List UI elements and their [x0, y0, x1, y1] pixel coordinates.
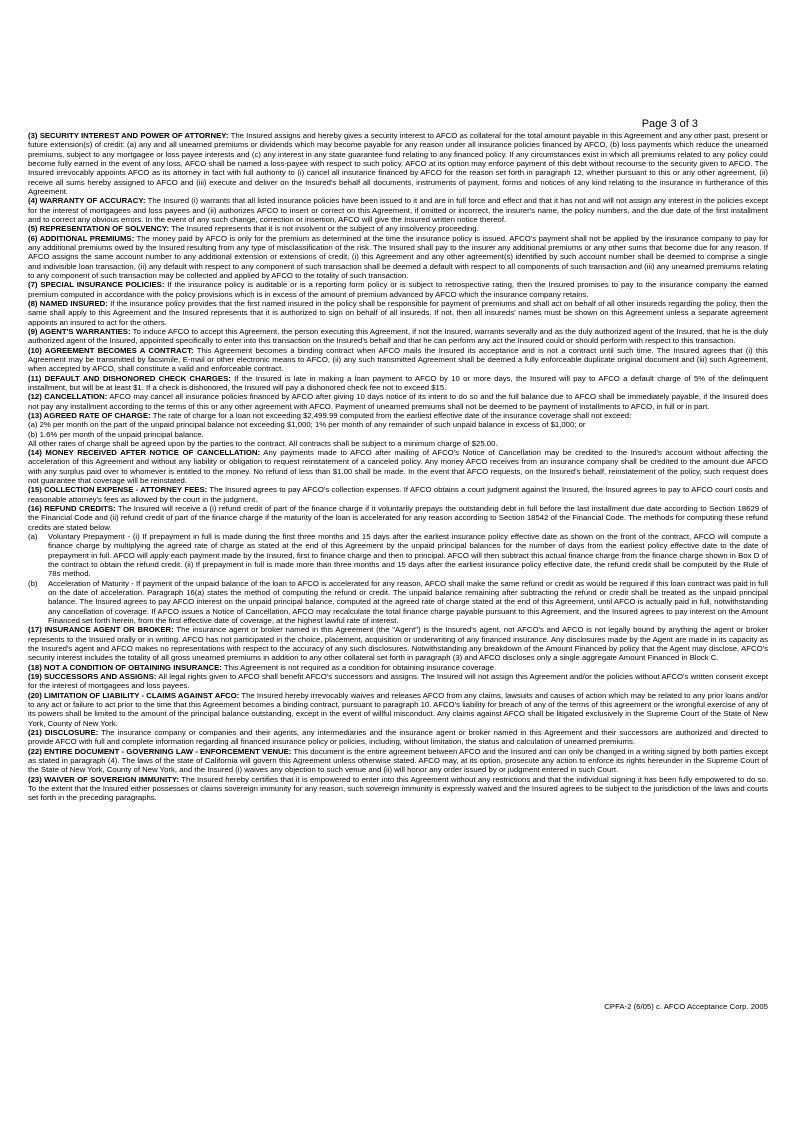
clause-paragraph [28, 485, 768, 504]
rate-item: (a) 2% per month on the part of the unpaid principal balance not exceeding $1,000; 1% per month of any remainder of such unpaid balance in excess of $1,000; or [28, 420, 586, 430]
refund-item-text: Acceleration of Maturity - If payment of the unpaid balance of the loan to AFCO is accelerated for any reason, AFCO shall make the same refund or credit as would be required if this loan contract was paid in full on the date of acceleration. Paragraph 16(a) states the method of computing the refund or credit. The unpaid balance remaining after subtracting the refund or credit shall be treated as the unpaid principal balance. The Insured agrees to pay AFCO interest on the unpaid principal balance, computed at the agreed rate of charge stated at the end of this Agreement, until AFCO is actually paid in full, notwithstanding any cancellation of coverage. If AFCO issues a Notice of Cancellation, AFCO may recalculate the total finance charge payable pursuant to this Agreement, and the Insured agrees to pay interest on the Amount Financed set forth herein, from the first effective date of coverage, at the highest lawful rate of interest. [48, 578, 768, 626]
clause-paragraph [28, 392, 768, 411]
clause-text: The Insured represents that it is not insolvent or the subject of any insolvency proceeding. [169, 224, 479, 234]
clause-title: (20) LIMITATION OF LIABILITY - CLAIMS AGAINST AFCO: [28, 690, 240, 700]
form-footer: CPFA-2 (6/05) c. AFCO Acceptance Corp. 2005 [604, 1002, 768, 1011]
terms-section-2 [28, 448, 768, 532]
clause-title: (18) NOT A CONDITION OF OBTAINING INSURANCE: [28, 662, 222, 672]
terms-section-3 [28, 625, 768, 802]
clause-paragraph [28, 672, 768, 691]
clause-text: To induce AFCO to accept this Agreement, the person executing this Agreement, if not the Insured, warrants severally and as the duly authorized agent of the Insured, that he is the duly authorized agent of the Insured, appointed specifically to enter into this transaction on the Insured's behalf and that he can perform any act the Insured could or should perform with respect to this transaction. [28, 326, 768, 346]
terms-document [28, 118, 768, 803]
clause-title: (13) AGREED RATE OF CHARGE: [28, 410, 151, 420]
clause-title: (8) NAMED INSURED: [28, 298, 108, 308]
clause-title: (9) AGENT'S WARRANTIES: [28, 326, 131, 336]
clause-text: The Insured hereby certifies that it is empowered to enter into this Agreement without any restrictions and that the individual signing it has been fully empowered to do so. To the extent that the Insured either possesses or claims sovereign immunity for any reason, such sovereign immunity is expressly waived and the Insured agrees to be subject to the jurisdiction of the laws and courts set forth in the preceding paragraphs. [28, 774, 768, 803]
clause-title: (4) WARRANTY OF ACCURACY: [28, 196, 146, 206]
clause-text: The rate of charge for a loan not exceeding $2,499.99 computed from the earliest effective date of the insurance coverage shall not exceed: [150, 410, 632, 420]
clause-title: (12) CANCELLATION: [28, 392, 108, 402]
clause-title: (10) AGREEMENT BECOMES A CONTRACT: [28, 345, 194, 355]
clause-title: (6) ADDITIONAL PREMIUMS: [28, 233, 135, 243]
clause-paragraph [28, 625, 768, 662]
clause-title: (21) DISCLOSURE: [28, 728, 99, 737]
clause-paragraph [28, 728, 768, 747]
clause-text: If the Insured is late in making a loan payment to AFCO by 10 or more days, the Insured will pay to AFCO a default charge of 5% of the delinquent installment, but will be at least $1. If a check is dishonored, the Insured will pay a dishonored check fee not to exceed $15. [28, 373, 768, 392]
clause-text: The money paid by AFCO is only for the premium as determined at the time the insurance policy is issued. AFCO's payment shall not be applied by the insurance company to pay for any additional premiums owed by the Insured resulting from any type of misclassification of the risk. The Insured shall pay to the insurer any additional premiums or any other sums that become due for any reason. If AFCO assigns the same account number to any additional extension or extensions of credit, (i) this Agreement and any other agreement(s) identified by such account number shall be deemed to comprise a single and indivisible loan transaction, (ii) any default with respect to any component of such transaction shall be deemed a default with respect to all components of such transaction and (iii) any unearned premiums relating to any component of such transaction may be collected and applied by AFCO to the totality of such transaction. [28, 233, 769, 280]
clause-paragraph [28, 299, 768, 327]
clause-paragraph [28, 747, 768, 775]
clause-paragraph [28, 224, 768, 233]
clause-title: (16) REFUND CREDITS: [28, 504, 116, 514]
rate-item: (b) 1.6% per month of the unpaid principal balance. [28, 429, 204, 439]
refund-item-label: (a) [28, 532, 38, 542]
clause-title: (3) SECURITY INTEREST AND POWER OF ATTORNEY: [28, 131, 229, 140]
clause-text: The Insured will receive a (i) refund credit of part of the finance charge if it voluntarily prepays the outstanding debt in full before the last installment due date according to Section 18629 of the Financial Code and (ii) refund credit of part of the finance charge if the maturity of the loan is accelerated for any reason according to Section 18542 of the Financial Code. The methods for computing these refund credits are stated below. [28, 504, 768, 532]
clause-text: If the insurance policy is auditable or is a reporting form policy or is subject to retrospective rating, then the Insured promises to pay to the insurance company the earned premium computed in accordance with the policy provisions which is in excess of the amount of premium advanced by AFCO which the insurance company retains. [28, 280, 768, 299]
clause-paragraph [28, 411, 768, 420]
clause-paragraph [28, 346, 768, 374]
refund-items [28, 532, 768, 625]
clause-title: (19) SUCCESSORS AND ASSIGNS: [28, 672, 157, 682]
page-number: Page 3 of 3 [641, 118, 698, 130]
clause-title: (11) DEFAULT AND DISHONORED CHECK CHARGES: [28, 373, 231, 383]
clause-text: This Agreement becomes a binding contract when AFCO mails the Insured its acceptance and is not a contract until such time. The Insured agrees that (i) this Agreement may be transmitted by facsimile, E-mail or other electronic means to AFCO, (ii) any such transmitted Agreement shall be deemed a fully enforceable duplicate original document and (iii) such Agreement, when accepted by AFCO, shall constitute a valid and enforceable contract. [28, 345, 768, 374]
clause-paragraph [28, 280, 768, 299]
clause-text: This document is the entire agreement between AFCO and the Insured and can only be changed in a writing signed by both parties except as stated in paragraph (4). The laws of the state of California will govern this Agreement unless otherwise stated. AFCO may, at its option, prosecute any action to enforce its rights hereunder in the Supreme Court of the State of New York, County of New York, and the Insured (i) waives any objection to such venue and (ii) will honor any order issued by or judgment entered in such Court. [28, 746, 768, 775]
clause-title: (23) WAIVER OF SOVEREIGN IMMUNITY: [28, 774, 180, 784]
clause-title: (5) REPRESENTATION OF SOLVENCY: [28, 224, 170, 234]
clause-text: The insurance company or companies and their agents, any intermediaries and the insurance agent or broker named in this Agreement and their successors are authorized and directed to provide AFCO with full and complete information regarding all financed insurance policy or policies, including, without limitation, the status and calculation of unearned premiums. [28, 728, 768, 747]
clause-title: (22) ENTIRE DOCUMENT - GOVERNING LAW - ENFORCEMENT VENUE: [28, 746, 292, 756]
clause-paragraph [28, 448, 768, 485]
rate-items [28, 420, 768, 439]
clause-text: The Insured agrees to pay AFCO's collection expenses. If AFCO obtains a court judgment against the Insured, the Insured agrees to pay to AFCO court costs and reasonable attorney's fees as allowed by the court in the judgment. [28, 485, 768, 504]
clause-text: If the insurance policy provides that the first named insured in the policy shall be responsible for payment of premiums and shall act on behalf of all other insureds regarding the policy, then the same shall apply to this Agreement and the Insured represents that it is authorized to sign on behalf of all insureds. If not, then all insureds' names must be shown on this Agreement unless a separate agreement appoints an insured to act for the others. [28, 298, 768, 327]
clause-paragraph [28, 504, 768, 532]
clause-title: (15) COLLECTION EXPENSE - ATTORNEY FEES: [28, 485, 208, 495]
clause-paragraph [28, 234, 768, 281]
clause-title: (17) INSURANCE AGENT OR BROKER: [28, 625, 174, 635]
clause-paragraph [28, 374, 768, 393]
clause-text: Any payments made to AFCO after mailing of AFCO's Notice of Cancellation may be credited to the Insured's account without affecting the acceleration of this Agreement and without any liability or obligation to request reinstatement of a canceled policy. Any money AFCO receives from an insurance company shall be credited to the amount due AFCO with any surplus paid over to whomever is entitled to the money. No refund of less than $1.00 shall be made. In the event that AFCO requests, on the Insured's behalf, reinstatement of the policy, such request does not guarantee that coverage will be reinstated. [28, 448, 769, 486]
clause-title: (14) MONEY RECEIVED AFTER NOTICE OF CANCELLATION: [28, 448, 261, 458]
refund-item [28, 579, 768, 626]
clause-text: This Agreement is not required as a condition for obtaining insurance coverage. [221, 662, 497, 672]
refund-item-text: Voluntary Prepayment - (i) If prepayment in full is made during the first three months and 15 days after the earliest insurance policy effective date as shown on the front of the contract, AFCO will compute a finance charge by multiplying the agreed rate of charge as stated at the end of this Agreement by the unpaid principal balances for the number of days from the earliest policy effective date to the date of prepayment in full. AFCO will apply each payment made by the Insured, first to finance charge and then to principal. AFCO will then subtract this actual finance charge from the finance charge shown in Box D of the contract to obtain the refund credit. (ii) If prepayment in full is made more than three months and 15 days after the earliest insurance policy effective date, the refund credit shall be computed by the Rule of 78s method. [48, 532, 768, 579]
clause-text: All legal rights given to AFCO shall benefit AFCO's successors and assigns. The Insured will not assign this Agreement and/or the policies without AFCO's written consent except for the interest of mortgagees and loss payees. [28, 672, 768, 691]
refund-item [28, 532, 768, 579]
clause-paragraph [28, 327, 768, 346]
rate-note: All other rates of charge shall be agreed upon by the parties to the contract. All contracts shall be subject to a minimum charge of $25.00. [28, 438, 498, 448]
clause-text: The Insured (i) warrants that all listed insurance policies have been issued to it and are in full force and effect and that it has not and will not assign any interest in the policies except for the interest of mortgagees and loss payees and (ii) authorizes AFCO to insert or correct on this Agreement, if omitted or incorrect, the insurer's name, the policy numbers, and the due date of the first installment and to correct any obvious errors. In the event of any such change, correction or insertion, AFCO will give the Insured written notice thereof. [28, 196, 768, 224]
clause-text: AFCO may cancel all insurance policies financed by AFCO after giving 10 days notice of its intent to do so and the full balance due to AFCO shall be immediately payable, if the Insured does not pay any installment according to the terms of this or any other agreement with AFCO. Payment of unearned premiums shall not be deemed to be payment of installments to AFCO, in full or in part. [28, 392, 768, 411]
clause-text: The insurance agent or broker named in this Agreement (the "Agent") is the Insured's agent, not AFCO's and AFCO is not legally bound by anything the agent or broker represents to the Insured orally or in writing. AFCO has not participated in the choice, placement, acquisition or underwriting of any financed insurance. Any disclosures made by the Agent are made in its capacity as the Insured's agent and AFCO makes no representations with respect to the accuracy of any such disclosures. Notwithstanding any breakdown of the Amount Financed by policy that the Agent may disclose, AFCO's security interest includes the totality of all gross unearned premiums in addition to any other collateral set forth in paragraph (3) and AFCO discloses only a single aggregate Amount Financed in Block C. [28, 625, 768, 663]
terms-section-1 [28, 131, 768, 420]
clause-text: The Insured assigns and hereby gives a security interest to AFCO as collateral for the total amount payable in this Agreement and any other past, present or future extension(s) of credit: (a) any and all unearned premiums or dividends which may become payable for any reason under all insurance policies financed by AFCO, (b) loss payments which reduce the unearned premiums, subject to any mortgagee or loss payee interests and (c) any interest in any state guarantee fund relating to any financed policy. If any circumstances exist in which all premiums related to any policy could become fully earned in the event of any loss, AFCO shall be named a loss-payee with respect to such policy. AFCO at its option may enforce payment of this debt without recourse to the security given to AFCO. The Insured irrevocably appoints AFCO as its attorney in fact with full authority to (i) cancel all insurance financed by AFCO for the reason set forth in paragraph 12, whether pursuant to this or any other agreement, (ii) receive all sums hereby assigned to AFCO and (iii) execute and deliver on the Insured's behalf all documents, instruments of payment, forms and notices of any kind relating to the insurance in furtherance of this Agreement. [28, 131, 768, 196]
clause-paragraph [28, 691, 768, 728]
clause-paragraph [28, 131, 768, 196]
clause-paragraph [28, 196, 768, 224]
clause-paragraph [28, 775, 768, 803]
clause-text: The Insured hereby irrevocably waives and releases AFCO from any claims, lawsuits and causes of action which may be related to any prior loans and/or to any act or failure to act prior to the time that this Agreement becomes a binding contract, pursuant to paragraph 10. AFCO's liability for breach of any of the terms of this agreement or the wrongful exercise of any of its powers shall be limited to the amount of the principal balance outstanding, except in the event of willful misconduct. Any claims against AFCO shall be litigated exclusively in the Supreme Court of the State of New York, County of New York. [28, 690, 768, 728]
clause-title: (7) SPECIAL INSURANCE POLICIES: [28, 280, 165, 290]
clause-paragraph [28, 663, 768, 672]
refund-item-label: (b) [28, 578, 38, 588]
